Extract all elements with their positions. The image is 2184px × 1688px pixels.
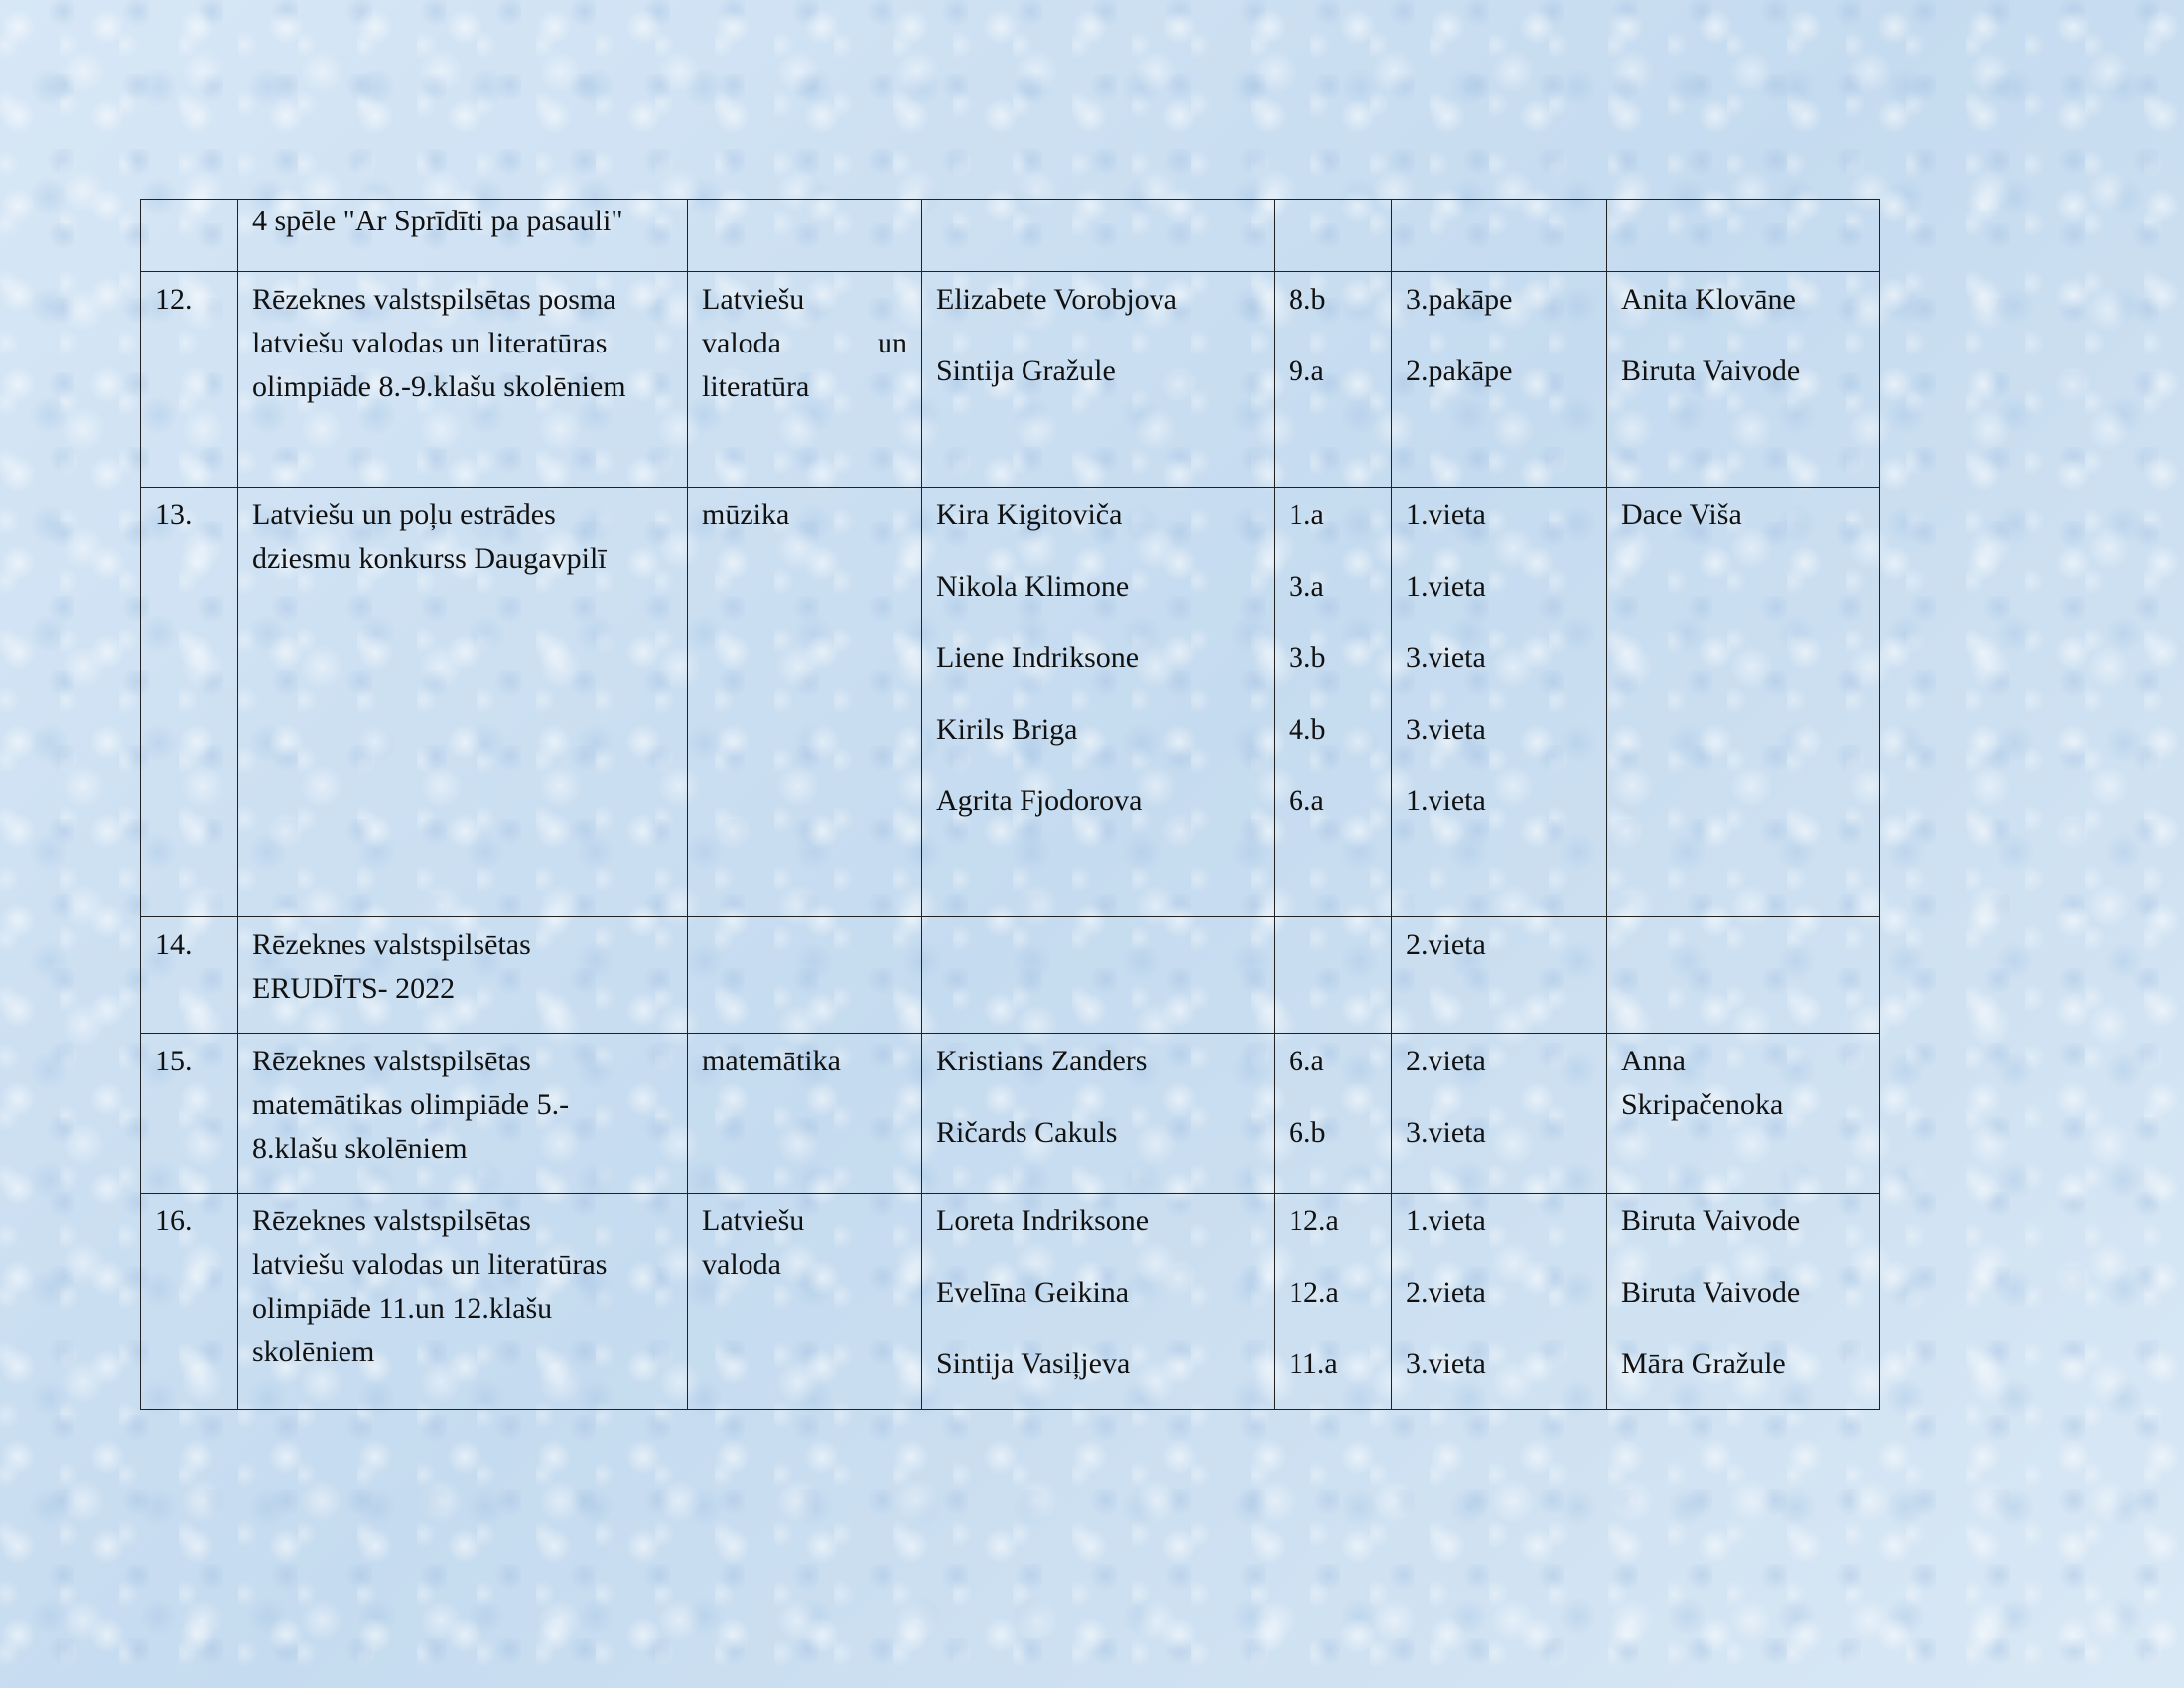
row-number-cell	[141, 1194, 238, 1410]
student-name: Kristians Zanders	[936, 1045, 1148, 1077]
result-label: 1.vieta	[1406, 784, 1486, 817]
event-line: 4 spēle "Ar Sprīdīti pa pasauli"	[252, 205, 623, 237]
row-number-cell	[141, 1034, 238, 1194]
row-number: 13.	[155, 498, 193, 531]
class-label: 1.a	[1289, 498, 1324, 531]
row-number: 15.	[155, 1045, 193, 1077]
result-cell	[1392, 1034, 1607, 1194]
student-name: Agrita Fjodorova	[936, 784, 1143, 817]
row-number-cell	[141, 200, 238, 272]
teacher-cell	[1607, 1194, 1880, 1410]
event-line: Rēzeknes valstspilsētas	[252, 1045, 531, 1077]
class-label: 12.a	[1289, 1204, 1339, 1237]
student-name: Evelīna Geikina	[936, 1276, 1130, 1309]
class-cell	[1275, 1194, 1392, 1410]
table-row	[141, 917, 1880, 1034]
students-cell	[922, 272, 1275, 488]
row-number-cell	[141, 272, 238, 488]
result-label: 1.vieta	[1406, 570, 1486, 603]
class-label: 3.b	[1289, 641, 1326, 674]
subject-cell	[688, 488, 922, 917]
row-number-cell	[141, 917, 238, 1034]
teacher-name: Māra Gražule	[1621, 1347, 1786, 1380]
student-name: Kirils Briga	[936, 713, 1078, 746]
subject-cell	[688, 1034, 922, 1194]
class-label: 6.a	[1289, 784, 1324, 817]
teacher-cell	[1607, 1034, 1880, 1194]
subject-line: mūzika	[702, 498, 790, 531]
event-cell	[238, 1034, 688, 1194]
result-label: 1.vieta	[1406, 1204, 1486, 1237]
result-cell	[1392, 488, 1607, 917]
class-cell	[1275, 917, 1392, 1034]
event-cell	[238, 272, 688, 488]
event-line: skolēniem	[252, 1336, 375, 1368]
students-cell	[922, 488, 1275, 917]
result-label: 2.pakāpe	[1406, 354, 1513, 387]
students-cell	[922, 917, 1275, 1034]
class-label: 9.a	[1289, 354, 1324, 387]
result-cell	[1392, 200, 1607, 272]
class-cell	[1275, 1034, 1392, 1194]
table-row	[141, 1194, 1880, 1410]
subject-line: literatūra	[702, 370, 810, 403]
class-label: 6.a	[1289, 1045, 1324, 1077]
subject-cell	[688, 917, 922, 1034]
result-label: 2.vieta	[1406, 928, 1486, 961]
student-name: Ričards Cakuls	[936, 1116, 1118, 1149]
event-line: olimpiāde 8.-9.klašu skolēniem	[252, 370, 626, 403]
teacher-name: Biruta Vaivode	[1621, 1204, 1801, 1237]
teacher-cell	[1607, 488, 1880, 917]
subject-line: matemātika	[702, 1045, 841, 1077]
event-line: Rēzeknes valstspilsētas	[252, 928, 531, 961]
subject-line	[702, 322, 907, 365]
subject-cell	[688, 1194, 922, 1410]
table-row	[141, 272, 1880, 488]
teacher-cell	[1607, 917, 1880, 1034]
students-cell	[922, 200, 1275, 272]
teacher-name: Anita Klovāne	[1621, 283, 1796, 316]
subject-cell	[688, 272, 922, 488]
subject-line: Latviešu	[702, 1204, 805, 1237]
students-cell	[922, 1034, 1275, 1194]
subject-word: valoda	[702, 327, 781, 359]
class-label: 11.a	[1289, 1347, 1338, 1380]
subject-cell	[688, 200, 922, 272]
table-row	[141, 1034, 1880, 1194]
event-line: latviešu valodas un literatūras	[252, 1248, 608, 1281]
event-line: ERUDĪTS- 2022	[252, 972, 456, 1005]
class-label: 4.b	[1289, 713, 1326, 746]
table-row	[141, 200, 1880, 272]
result-label: 3.vieta	[1406, 1116, 1486, 1149]
result-label: 3.vieta	[1406, 713, 1486, 746]
class-label: 8.b	[1289, 283, 1326, 316]
row-number-cell	[141, 488, 238, 917]
event-line: 8.klašu skolēniem	[252, 1132, 468, 1165]
teacher-name: Skripačenoka	[1621, 1088, 1784, 1121]
result-label: 2.vieta	[1406, 1276, 1486, 1309]
event-cell	[238, 200, 688, 272]
event-line: olimpiāde 11.un 12.klašu	[252, 1292, 553, 1325]
class-cell	[1275, 488, 1392, 917]
result-cell	[1392, 917, 1607, 1034]
class-cell	[1275, 272, 1392, 488]
students-cell	[922, 1194, 1275, 1410]
student-name: Sintija Gražule	[936, 354, 1116, 387]
row-number: 12.	[155, 283, 193, 316]
subject-word: un	[878, 327, 907, 359]
table-row	[141, 488, 1880, 917]
student-name: Sintija Vasiļjeva	[936, 1347, 1131, 1380]
teacher-name: Anna	[1621, 1045, 1686, 1077]
result-label: 1.vieta	[1406, 498, 1486, 531]
student-name: Loreta Indriksone	[936, 1204, 1150, 1237]
teacher-name: Dace Viša	[1621, 498, 1742, 531]
teacher-cell	[1607, 200, 1880, 272]
result-label: 2.vieta	[1406, 1045, 1486, 1077]
subject-line: Latviešu	[702, 283, 805, 316]
result-label: 3.pakāpe	[1406, 283, 1513, 316]
student-name: Kira Kigitoviča	[936, 498, 1123, 531]
teacher-cell	[1607, 272, 1880, 488]
result-label: 3.vieta	[1406, 1347, 1486, 1380]
student-name: Nikola Klimone	[936, 570, 1130, 603]
subject-line: valoda	[702, 1248, 781, 1281]
event-cell	[238, 488, 688, 917]
class-label: 6.b	[1289, 1116, 1326, 1149]
result-cell	[1392, 1194, 1607, 1410]
student-name: Liene Indriksone	[936, 641, 1140, 674]
event-cell	[238, 1194, 688, 1410]
class-cell	[1275, 200, 1392, 272]
event-line: Rēzeknes valstspilsētas	[252, 1204, 531, 1237]
class-label: 3.a	[1289, 570, 1324, 603]
results-table	[140, 199, 1880, 1410]
student-name: Elizabete Vorobjova	[936, 283, 1177, 316]
event-line: matemātikas olimpiāde 5.-	[252, 1088, 570, 1121]
teacher-name: Biruta Vaivode	[1621, 354, 1801, 387]
row-number: 14.	[155, 928, 193, 961]
class-label: 12.a	[1289, 1276, 1339, 1309]
row-number: 16.	[155, 1204, 193, 1237]
result-cell	[1392, 272, 1607, 488]
event-line: dziesmu konkurss Daugavpilī	[252, 542, 607, 575]
event-line: Rēzeknes valstspilsētas posma	[252, 283, 616, 316]
event-cell	[238, 917, 688, 1034]
teacher-name: Biruta Vaivode	[1621, 1276, 1801, 1309]
event-line: latviešu valodas un literatūras	[252, 327, 608, 359]
event-line: Latviešu un poļu estrādes	[252, 498, 556, 531]
result-label: 3.vieta	[1406, 641, 1486, 674]
